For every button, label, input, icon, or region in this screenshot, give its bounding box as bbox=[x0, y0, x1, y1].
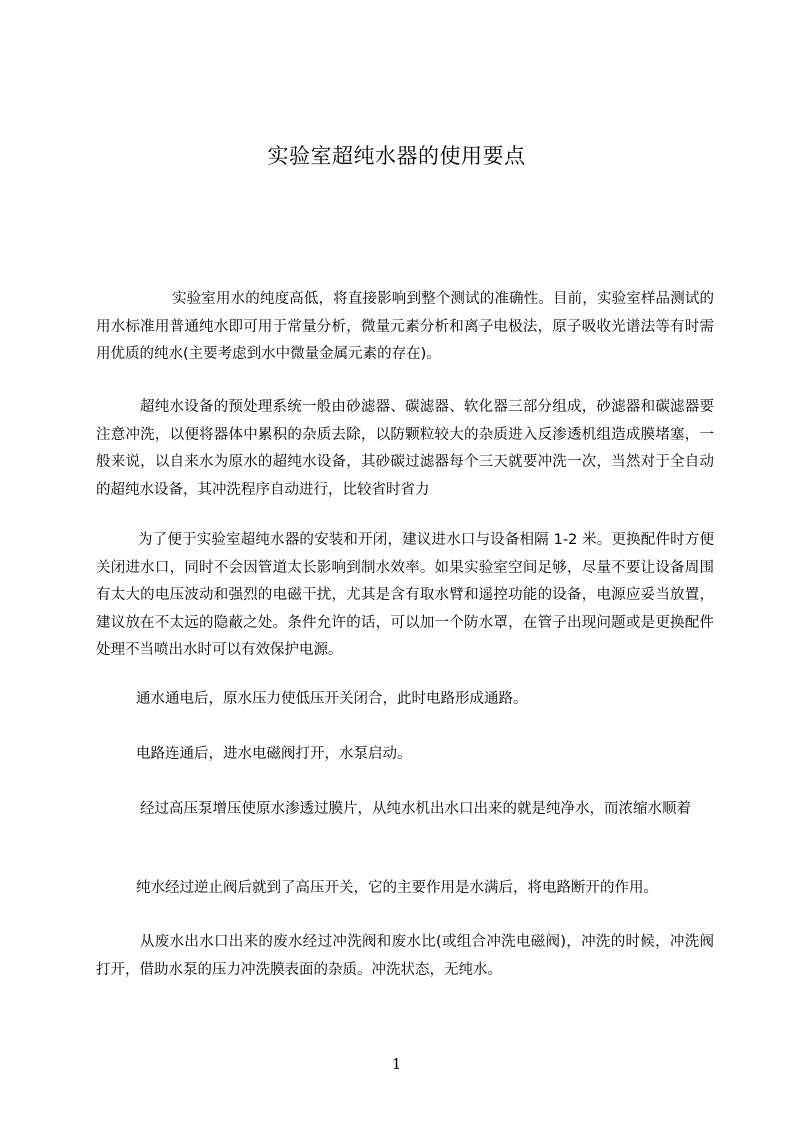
paragraph-waste-water-flush: 从废水出水口出来的废水经过冲洗阀和废水比(或组合冲洗电磁阀)，冲洗的时候，冲洗阀打开，借助水泵的压力冲洗膜表面的杂质。冲洗状态，无纯水。 bbox=[96, 934, 714, 978]
paragraph-high-pressure-pump: 经过高压泵增压使原水渗透过膜片，从纯水机出水口出来的就是纯净水，而浓缩水顺着 bbox=[140, 801, 691, 817]
document-title: 实验室超纯水器的使用要点 bbox=[267, 144, 526, 168]
page-number: 1 bbox=[391, 1055, 402, 1073]
paragraph-circuit-connected: 电路连通后，进水电磁阀打开，水泵启动。 bbox=[136, 746, 412, 762]
paragraph-pretreatment-system: 超纯水设备的预处理系统一般由砂滤器、碳滤器、软化器三部分组成，砂滤器和碳滤器要注意冲洗，以便将器体中累积的杂质去除，以防颗粒较大的杂质进入反渗透机组造成膜堵塞，一般来说，以自来水为原水的超纯水设备，其砂碳过滤器每个三天就要冲洗一次，当然对于全自动的超纯水设备，其冲洗程序自动进行，比较省时省力 bbox=[96, 399, 714, 498]
paragraph-power-on: 通水通电后，原水压力使低压开关闭合，此时电路形成通路。 bbox=[136, 691, 528, 707]
paragraph-water-purity: 实验室用水的纯度高低，将直接影响到整个测试的准确性。目前，实验室样品测试的用水标准用普通纯水即可用于常量分析，微量元素分析和离子电极法，原子吸收光谱法等有时需用优质的纯水(主要考虑到水中微量金属元素的存在)。 bbox=[96, 291, 714, 362]
paragraph-installation-advice: 为了便于实验室超纯水器的安装和开闭，建议进水口与设备相隔 1-2 米。更换配件时方便关闭进水口，同时不会因管道太长影响到制水效率。如果实验室空间足够，尽量不要让设备周围有太大的电压波动和强烈的电磁干扰，尤其是含有取水臂和遥控功能的设备，电源应妥当放置，建议放在不太远的隐蔽之处。条件允许的话，可以加一个防水罩，在管子出现问题或是更换配件处理不当喷出水时可以有效保护电源。 bbox=[96, 532, 714, 658]
paragraph-check-valve: 纯水经过逆止阀后就到了高压开关，它的主要作用是水满后，将电路断开的作用。 bbox=[136, 880, 658, 896]
